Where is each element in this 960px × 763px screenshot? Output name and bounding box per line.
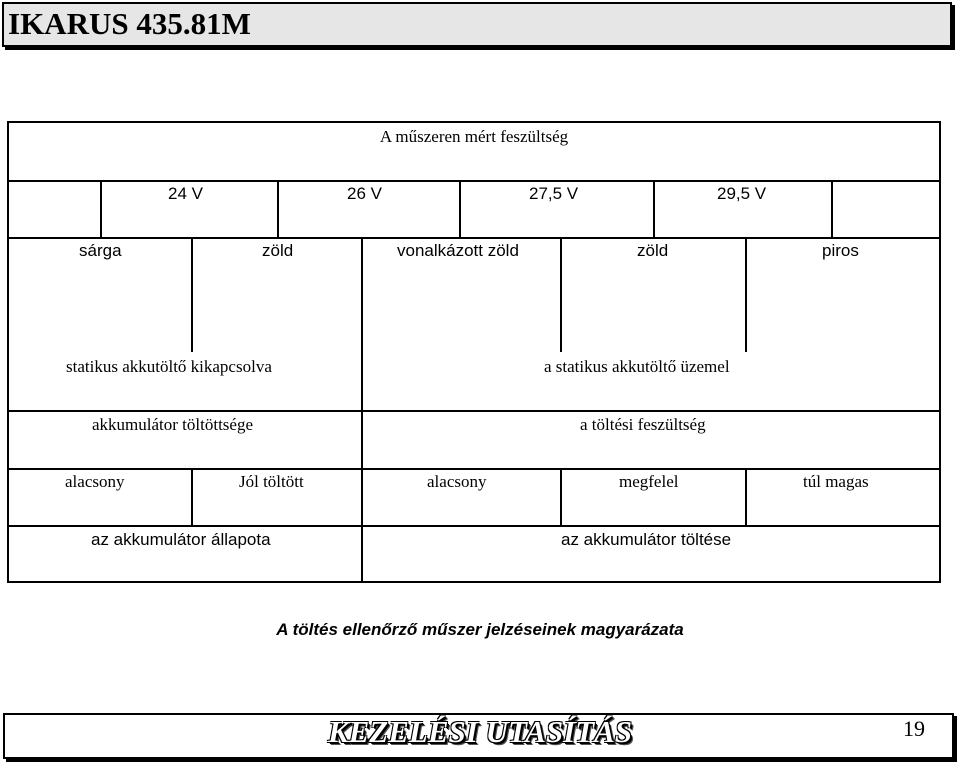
diagram-left-border: [7, 121, 9, 583]
voltage-divider: [653, 180, 655, 238]
half-divider: [361, 352, 363, 583]
diagram-bottom-border: [7, 581, 941, 583]
color-divider: [560, 237, 562, 352]
diagram-line: [7, 468, 941, 470]
voltage-divider: [277, 180, 279, 238]
voltage-divider: [831, 180, 833, 238]
charger-off-label: statikus akkutöltő kikapcsolva: [66, 357, 272, 376]
diagram-line: [7, 237, 941, 239]
color-label: sárga: [79, 241, 122, 260]
document-title: IKARUS 435.81M: [8, 6, 251, 41]
color-divider: [745, 237, 747, 352]
color-divider: [361, 237, 363, 352]
battery-charge-level-label: akkumulátor töltöttsége: [92, 415, 253, 434]
charger-on-label: a statikus akkutöltő üzemel: [544, 357, 730, 376]
battery-charging-label: az akkumulátor töltése: [561, 530, 732, 549]
color-label: piros: [822, 241, 859, 260]
battery-state-label: az akkumulátor állapota: [91, 530, 271, 549]
diagram-line: [7, 180, 941, 182]
footer-title: KEZELÉSI UTASÍTÁS: [327, 714, 633, 749]
charging-voltage-label: a töltési feszültség: [580, 415, 706, 434]
meter-title: A műszeren mért feszültség: [379, 127, 569, 146]
color-label: zöld: [262, 241, 294, 260]
state-divider: [191, 468, 193, 526]
state-label: Jól töltött: [239, 472, 304, 491]
state-label: alacsony: [427, 472, 487, 491]
state-label: túl magas: [803, 472, 869, 491]
page-number: 19: [903, 716, 925, 741]
state-label: alacsony: [65, 472, 125, 491]
voltage-label: 29,5 V: [717, 184, 767, 203]
state-divider: [560, 468, 562, 526]
voltage-divider: [100, 180, 102, 238]
voltage-label: 26 V: [347, 184, 382, 203]
voltage-label: 27,5 V: [529, 184, 579, 203]
state-label: megfelel: [619, 472, 679, 491]
voltage-label: 24 V: [168, 184, 203, 203]
color-label: vonalkázott zöld: [397, 241, 519, 260]
state-divider: [745, 468, 747, 526]
figure-caption: A töltés ellenőrző műszer jelzéseinek magyarázata: [276, 620, 684, 639]
diagram-top-border: [7, 121, 941, 123]
diagram-line: [7, 525, 941, 527]
diagram-right-border: [939, 121, 941, 583]
voltage-divider: [459, 180, 461, 238]
color-label: zöld: [637, 241, 669, 260]
diagram-line: [7, 410, 941, 412]
color-divider: [191, 237, 193, 352]
